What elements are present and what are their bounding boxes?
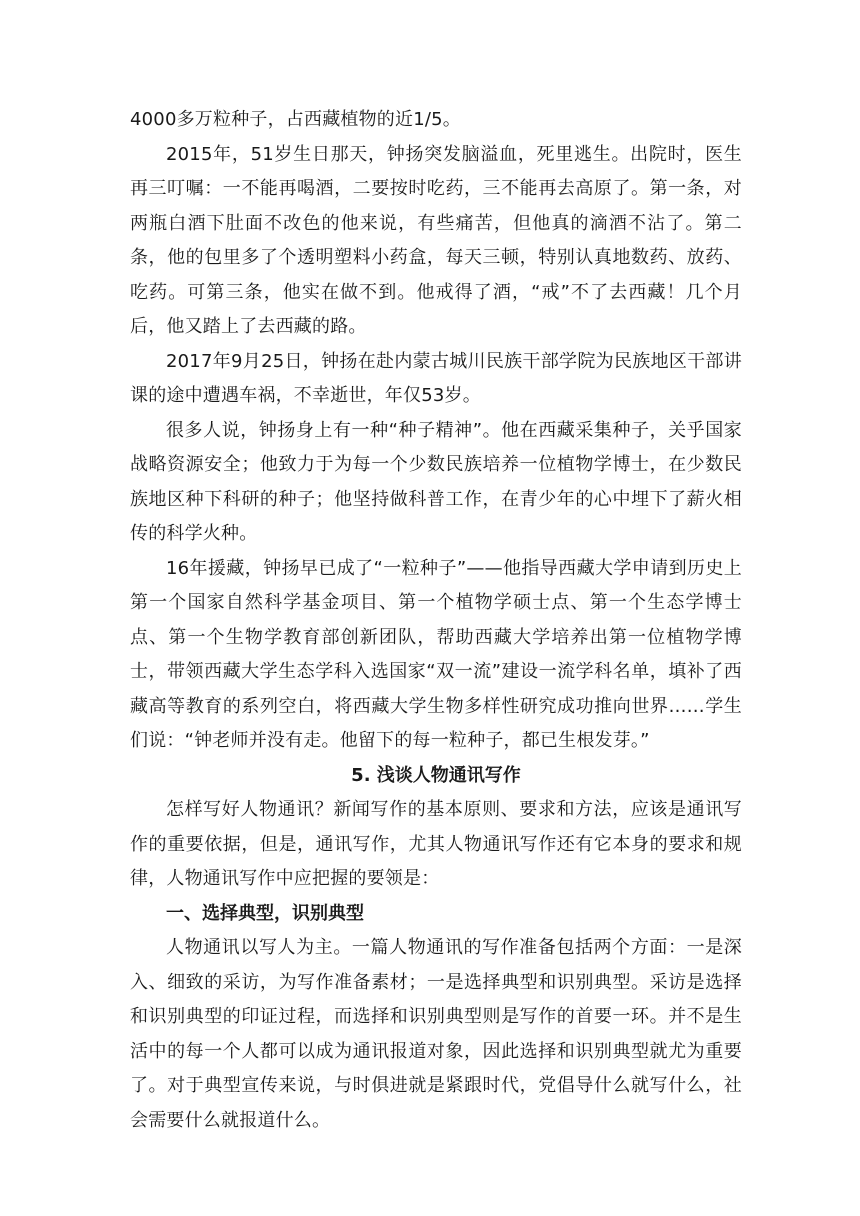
document-page — [130, 103, 742, 1138]
section-body: 人物通讯以写人为主。一篇人物通讯的写作准备包括两个方面：一是深入、细致的采访，为写作准备素材；一是选择典型和识别典型。采访是选择和识别典型的印证过程，而选择和识别典型则是写作的首要一环。并不是生活中的每一个人都可以成为通讯报道对象，因此选择和识别典型就尤为重要了。对于典型宣传来说，与时俱进就是紧跟时代，党倡导什么就写什么，社会需要什么就报道什么。 — [130, 937, 742, 1131]
section-subheading: 一、选择典型，识别典型 — [166, 902, 364, 924]
paragraph-2017: 2017年9月25日，钟扬在赴内蒙古城川民族干部学院为民族地区干部讲课的途中遭遇车祸，不幸逝世，年仅53岁。 — [130, 350, 742, 406]
paragraph-2015: 2015年，51岁生日那天，钟扬突发脑溢血，死里逃生。出院时，医生再三叮嘱：一不能再喝酒，二要按时吃药，三不能再去高原了。第一条，对两瓶白酒下肚面不改色的他来说，有些痛苦，但他真的滴酒不沾了。第二条，他的包里多了个透明塑料小药盒，每天三顿，特别认真地数药、放药、吃药。可第三条，他实在做不到。他戒得了酒，“戒”不了去西藏！几个月后，他又踏上了去西藏的路。 — [130, 143, 742, 337]
section-title: 5. 浅谈人物通讯写作 — [351, 764, 521, 786]
section-intro: 怎样写好人物通讯？新闻写作的基本原则、要求和方法，应该是通讯写作的重要依据，但是，通讯写作，尤其人物通讯写作还有它本身的要求和规律，人物通讯写作中应把握的要领是： — [130, 799, 742, 889]
paragraph-seeds-count: 4000多万粒种子，占西藏植物的近1/5。 — [130, 109, 461, 130]
paragraph-seed-spirit: 很多人说，钟扬身上有一种“种子精神”。他在西藏采集种子，关乎国家战略资源安全；他致力于为每一个少数民族培养一位植物学博士，在少数民族地区种下科研的种子；他坚持做科普工作，在青少年的心中埋下了薪火相传的科学火种。 — [130, 419, 742, 544]
paragraph-16-years: 16年援藏，钟扬早已成了“一粒种子”——他指导西藏大学申请到历史上第一个国家自然科学基金项目、第一个植物学硕士点、第一个生态学博士点、第一个生物学教育部创新团队，帮助西藏大学培养出第一位植物学博士，带领西藏大学生态学科入选国家“双一流”建设一流学科名单，填补了西藏高等教育的系列空白，将西藏大学生物多样性研究成功推向世界……学生们说：“钟老师并没有走。他留下的每一粒种子，都已生根发芽。” — [130, 557, 742, 751]
